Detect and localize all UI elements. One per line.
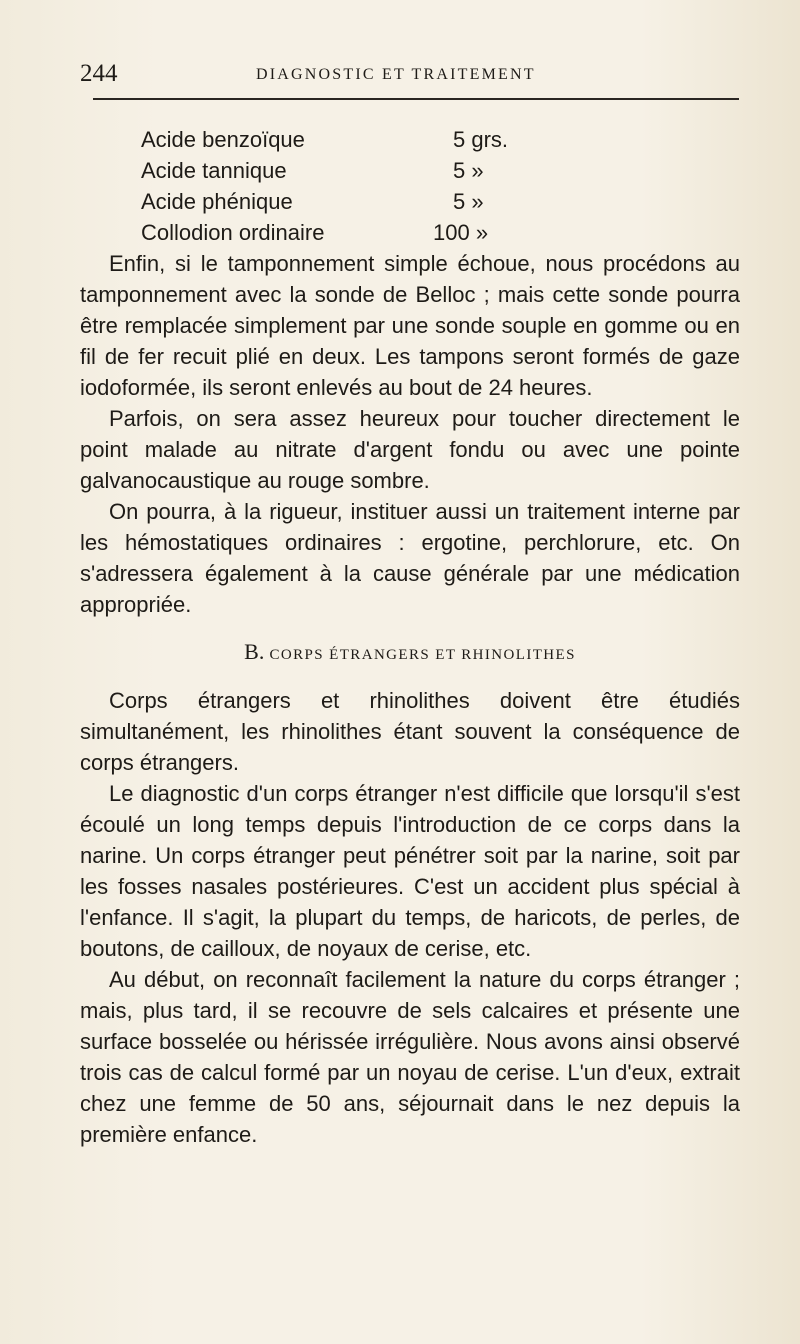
ingredient-quantity: 5 » <box>453 189 484 214</box>
body-text <box>80 248 740 1150</box>
page-number: 244 <box>80 60 118 87</box>
ingredient-quantity: 5 » <box>453 158 484 183</box>
section-letter: B. <box>244 639 265 664</box>
ingredient-name: Acide tannique <box>141 158 287 183</box>
paragraph: Parfois, on sera assez heureux pour toucher directement le point malade au nitrate d'argent fondu ou avec une pointe galvanocaustique au rouge sombre. <box>80 406 740 493</box>
recipe-list <box>141 124 621 248</box>
recipe-row <box>141 217 621 248</box>
recipe-row <box>141 186 621 217</box>
ingredient-quantity: 5 grs. <box>453 127 509 152</box>
header-rule <box>93 98 739 100</box>
paragraph: Enfin, si le tamponnement simple échoue, nous procédons au tamponnement avec la sonde de Belloc ; mais cette sonde pourra être remplacée simplement par une sonde souple en gomme ou en fil de fer recuit plié en deux. Les tampons seront formés de gaze iodoformée, ils seront enlevés au bout de 24 heures. <box>80 251 740 400</box>
ingredient-name: Acide phénique <box>141 189 293 214</box>
section-heading <box>80 638 740 669</box>
ingredient-quantity: 100 » <box>433 220 489 245</box>
page-header <box>80 58 740 98</box>
recipe-row <box>141 124 621 155</box>
ingredient-name: Acide benzoïque <box>141 127 305 152</box>
paragraph: Au début, on reconnaît facilement la nature du corps étranger ; mais, plus tard, il se recouvre de sels calcaires et présente une surface bosselée ou hérissée irrégulière. Nous avons ainsi observé trois cas de calcul formé par un noyau de cerise. L'un d'eux, extrait chez une femme de 50 ans, séjournait dans le nez depuis la première enfance. <box>80 967 740 1147</box>
paragraph: Le diagnostic d'un corps étranger n'est difficile que lorsqu'il s'est écoulé un long temps depuis l'introduction de ce corps dans la narine. Un corps étranger peut pénétrer soit par la narine, soit par les fosses nasales postérieures. C'est un accident plus spécial à l'enfance. Il s'agit, la plupart du temps, de haricots, de perles, de boutons, de cailloux, de noyaux de cerise, etc. <box>80 781 740 961</box>
ingredient-name: Collodion ordinaire <box>141 220 325 245</box>
running-title: DIAGNOSTIC ET TRAITEMENT <box>256 66 536 83</box>
paragraph: Corps étrangers et rhinolithes doivent être étudiés simultanément, les rhinolithes étant souvent la conséquence de corps étrangers. <box>80 688 740 775</box>
section-title: CORPS ÉTRANGERS ET RHINOLITHES <box>269 647 576 663</box>
paragraph: On pourra, à la rigueur, instituer aussi un traitement interne par les hémostatiques ordinaires : ergotine, perchlorure, etc. On s'adressera également à la cause générale par une médication appropriée. <box>80 499 740 617</box>
recipe-row <box>141 155 621 186</box>
